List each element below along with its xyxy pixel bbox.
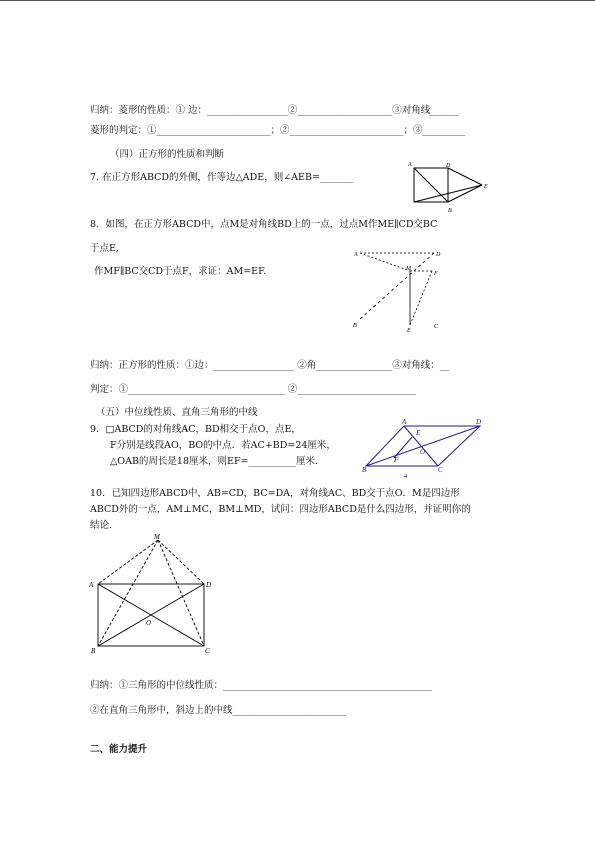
figure-q10 <box>88 532 220 656</box>
fig10-label-m: M <box>154 533 160 541</box>
fig8-label-d: D <box>436 252 441 258</box>
fig9-label-a: A <box>402 418 407 426</box>
fig7-label-e: E <box>484 184 488 190</box>
top-rule <box>0 0 595 1</box>
summary-rhombus: 归纳：菱形的性质：① 边：_________________②____________________③对角线______ <box>90 105 459 116</box>
section-4-title: （四）正方形的性质和判断 <box>110 149 225 160</box>
fig10-label-b: B <box>91 647 96 655</box>
question-8-line-1: 8．如图，在正方形ABCD中，点M是对角线BD上的一点，过点M作ME∥CD交BC <box>90 219 438 230</box>
fig7-label-b: B <box>448 208 452 214</box>
fig7-label-d: D <box>446 163 451 169</box>
fig9-label-o: O <box>420 448 426 456</box>
question-7: 7. 在正方形ABCD的外侧，作等边△ADE，则∠AEB=_______ <box>90 172 354 183</box>
fig9-number: 4 <box>404 474 407 480</box>
fig7-label-a: A <box>408 162 412 168</box>
square-judgement: 判定：①_________________________________ ②_________________________ <box>90 384 417 395</box>
question-10-line-1: 10．已知四边形ABCD中，AB=CD，BC=DA，对角线AC、BD交于点O．M是四边形 <box>90 488 460 499</box>
question-9-line-3: △OAB的周长是18厘米，则EF=__________厘米． <box>110 456 325 467</box>
fig8-label-f: F <box>434 271 438 277</box>
fig8-label-m: M <box>406 266 411 272</box>
section-5-title: （五）中位线性质、直角三角形的中线 <box>96 407 258 418</box>
fig8-label-e: E <box>407 328 411 334</box>
figure-q8 <box>350 243 450 335</box>
rhombus-judgement: 菱形的判定：①________________________；②________________________；③_________ <box>90 125 466 136</box>
fig9-label-d: D <box>476 418 482 426</box>
question-8-line-2: 于点E, <box>90 243 119 254</box>
question-10-line-2: ABCD外的一点，AM⊥MC，BM⊥MD，试问：四边形ABCD是什么四边形，并证明你的 <box>90 504 471 515</box>
fig8-label-c: C <box>434 324 439 330</box>
question-10-line-3: 结论. <box>90 520 113 531</box>
section-2-title: 二、能力提升 <box>90 744 148 755</box>
question-9-line-2: F分别是线段AO，BO的中点．若AC+BD=24厘米， <box>110 440 336 451</box>
fig8-label-a: A <box>354 252 358 258</box>
figure-q9 <box>362 415 490 481</box>
fig10-label-a: A <box>89 581 94 589</box>
fig9-label-b: B <box>362 466 367 474</box>
question-9-line-1: 9．□ABCD的对角线AC，BD相交于点O，点E， <box>90 424 301 435</box>
fig8-label-b: B <box>353 323 357 329</box>
fig10-label-d: D <box>206 581 212 589</box>
fig10-label-o: O <box>146 619 152 627</box>
fig9-label-c: C <box>438 466 443 474</box>
fig9-label-f: F <box>394 456 399 464</box>
summary-midline: 归纳：①三角形的中位线性质：____________________________________________ <box>90 680 433 691</box>
fig9-label-e: E <box>416 429 421 437</box>
summary-median: ②在直角三角形中，斜边上的中线________________________ <box>90 705 347 716</box>
question-8-line-3: 作MF∥BC交CD于点F，求证：AM=EF. <box>94 266 267 277</box>
fig10-label-c: C <box>205 647 210 655</box>
figure-q7 <box>404 160 496 216</box>
summary-square: 归纳：正方形的性质：①边：_________________ ②角________________③对角线：__ <box>90 360 450 371</box>
